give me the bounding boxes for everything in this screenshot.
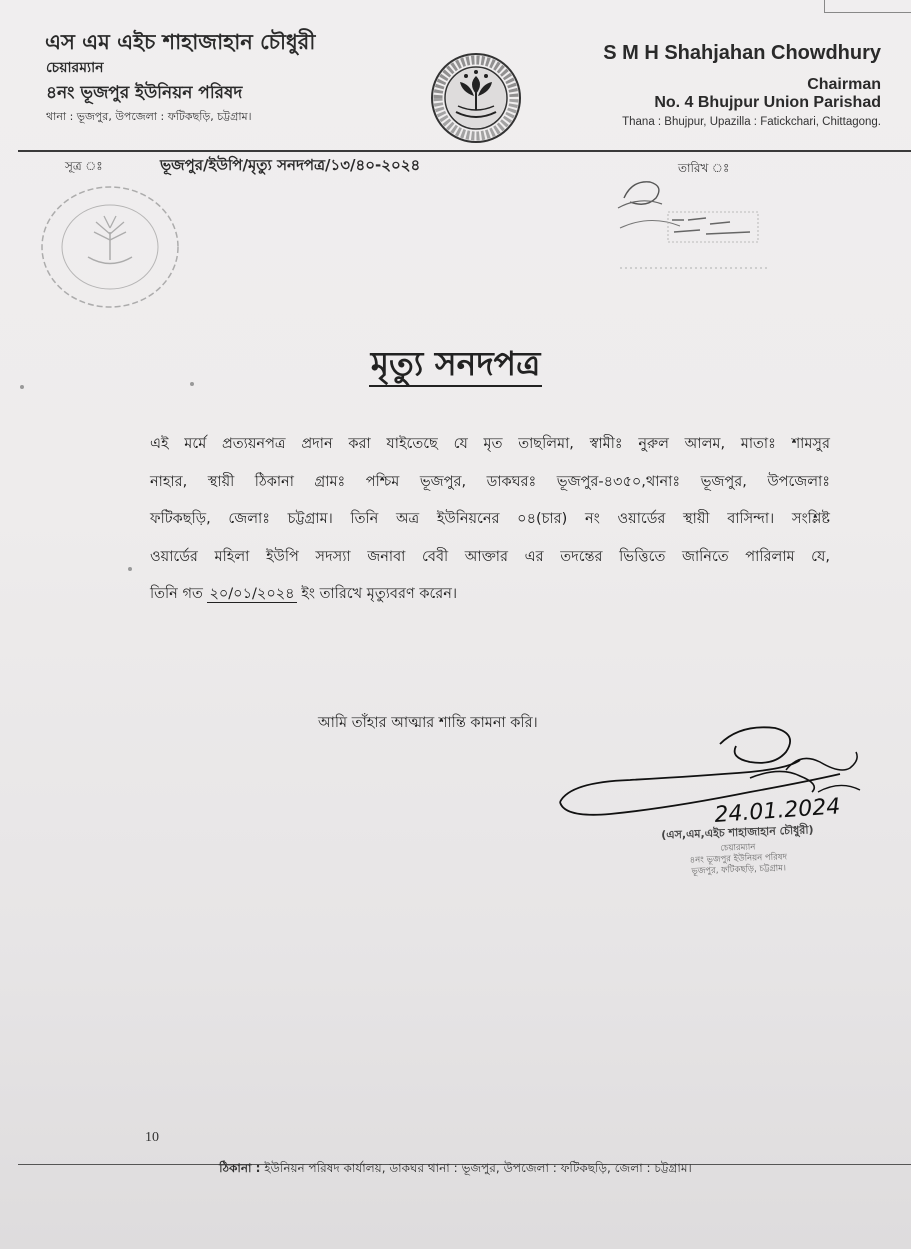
- death-date: ২০/০১/২০২৪: [209, 586, 295, 602]
- header-en-org: No. 4 Bhujpur Union Parishad: [654, 94, 881, 111]
- stamp-title: চেয়ারম্যান: [720, 842, 756, 854]
- page-number: 10: [145, 1130, 159, 1145]
- header-en-address: Thana : Bhujpur, Upazilla : Fatickchari, Chittagong.: [622, 116, 881, 128]
- stamp-name: (এস,এম,এইচ শাহাজাহান চৌধুরী): [661, 823, 814, 842]
- chairman-stamp: [627, 820, 849, 880]
- office-seal-stamp: [38, 182, 183, 312]
- stamp-org: ৪নং ভূজপুর ইউনিয়ন পরিষদ: [689, 852, 788, 866]
- header-bn-org: ৪নং ভূজপুর ইউনিয়ন পরিষদ: [46, 83, 243, 103]
- footer-label: ঠিকানা :: [219, 1161, 261, 1175]
- certificate-title-text: মৃত্যু সনদপত্র: [369, 344, 543, 387]
- speck: [128, 567, 132, 571]
- body-line: এই মর্মে প্রত্যয়নপত্র প্রদান করা যাইতেছে যে মৃত তাছলিমা, স্বামীঃ নুরুল আলম, মাতাঃ শামসুর: [150, 436, 830, 452]
- handwritten-date: 24.01.2024: [713, 794, 842, 828]
- body-line: ওয়ার্ডের মহিলা ইউপি সদস্যা জনাবা বেবী আক্তার এর তদন্তের ভিত্তিতে জানিতে পারিলাম যে,: [150, 548, 830, 565]
- header-bn-name: এস এম এইচ শাহাজাহান চৌধুরী: [45, 30, 316, 54]
- date-label: তারিখ ঃ: [678, 161, 730, 175]
- government-emblem-icon: [430, 52, 522, 144]
- certificate-title: [0, 338, 911, 394]
- body-line: ফটিকছড়ি, জেলাঃ চট্টগ্রাম। তিনি অত্র ইউনিয়নের ০৪(চার) নং ওয়ার্ডের স্থায়ী বাসিন্দা। সংশ্লিষ্ট: [150, 511, 830, 527]
- footer-address: [0, 1160, 911, 1180]
- footer-text: ইউনিয়ন পরিষদ কার্যালয়, ডাকঘর থানা : ভূজপুর, উপজেলা : ফটিকছড়ি, জেলা : চট্টগ্রাম।: [260, 1161, 692, 1175]
- certificate-body: [150, 426, 830, 614]
- corner-torn-strip: [824, 0, 911, 13]
- body-line-prefix: তিনি গত: [150, 586, 208, 602]
- reference-number: ভূজপুর/ইউপি/মৃত্যু সনদপত্র/১৩/৪০-২০২৪: [160, 156, 421, 174]
- header-en-title: Chairman: [807, 76, 881, 93]
- header-divider: [18, 150, 911, 152]
- closing-prayer: আমি তাঁহার আত্মার শান্তি কামনা করি।: [318, 715, 538, 731]
- date-stamp-scribble: [610, 168, 780, 278]
- body-line: নাহার, স্থায়ী ঠিকানা গ্রামঃ পশ্চিম ভূজপুর, ডাকঘরঃ ভূজপুর-৪৩৫০,থানাঃ ভূজপুর, উপজেলাঃ: [150, 473, 830, 490]
- header-bn-title: চেয়ারম্যান: [46, 60, 104, 76]
- body-line: [150, 576, 830, 614]
- header-en-name: S M H Shahjahan Chowdhury: [603, 42, 881, 64]
- body-line-suffix: ইং তারিখে মৃত্যুবরণ করেন।: [296, 586, 458, 602]
- stamp-address: ভূজপুর, ফটিকছড়ি, চট্টগ্রাম।: [691, 863, 787, 877]
- reference-label: সূত্র ঃ: [65, 159, 103, 173]
- header-bn-address: থানা : ভূজপুর, উপজেলা : ফটিকছড়ি, চট্টগ্রাম।: [46, 110, 252, 123]
